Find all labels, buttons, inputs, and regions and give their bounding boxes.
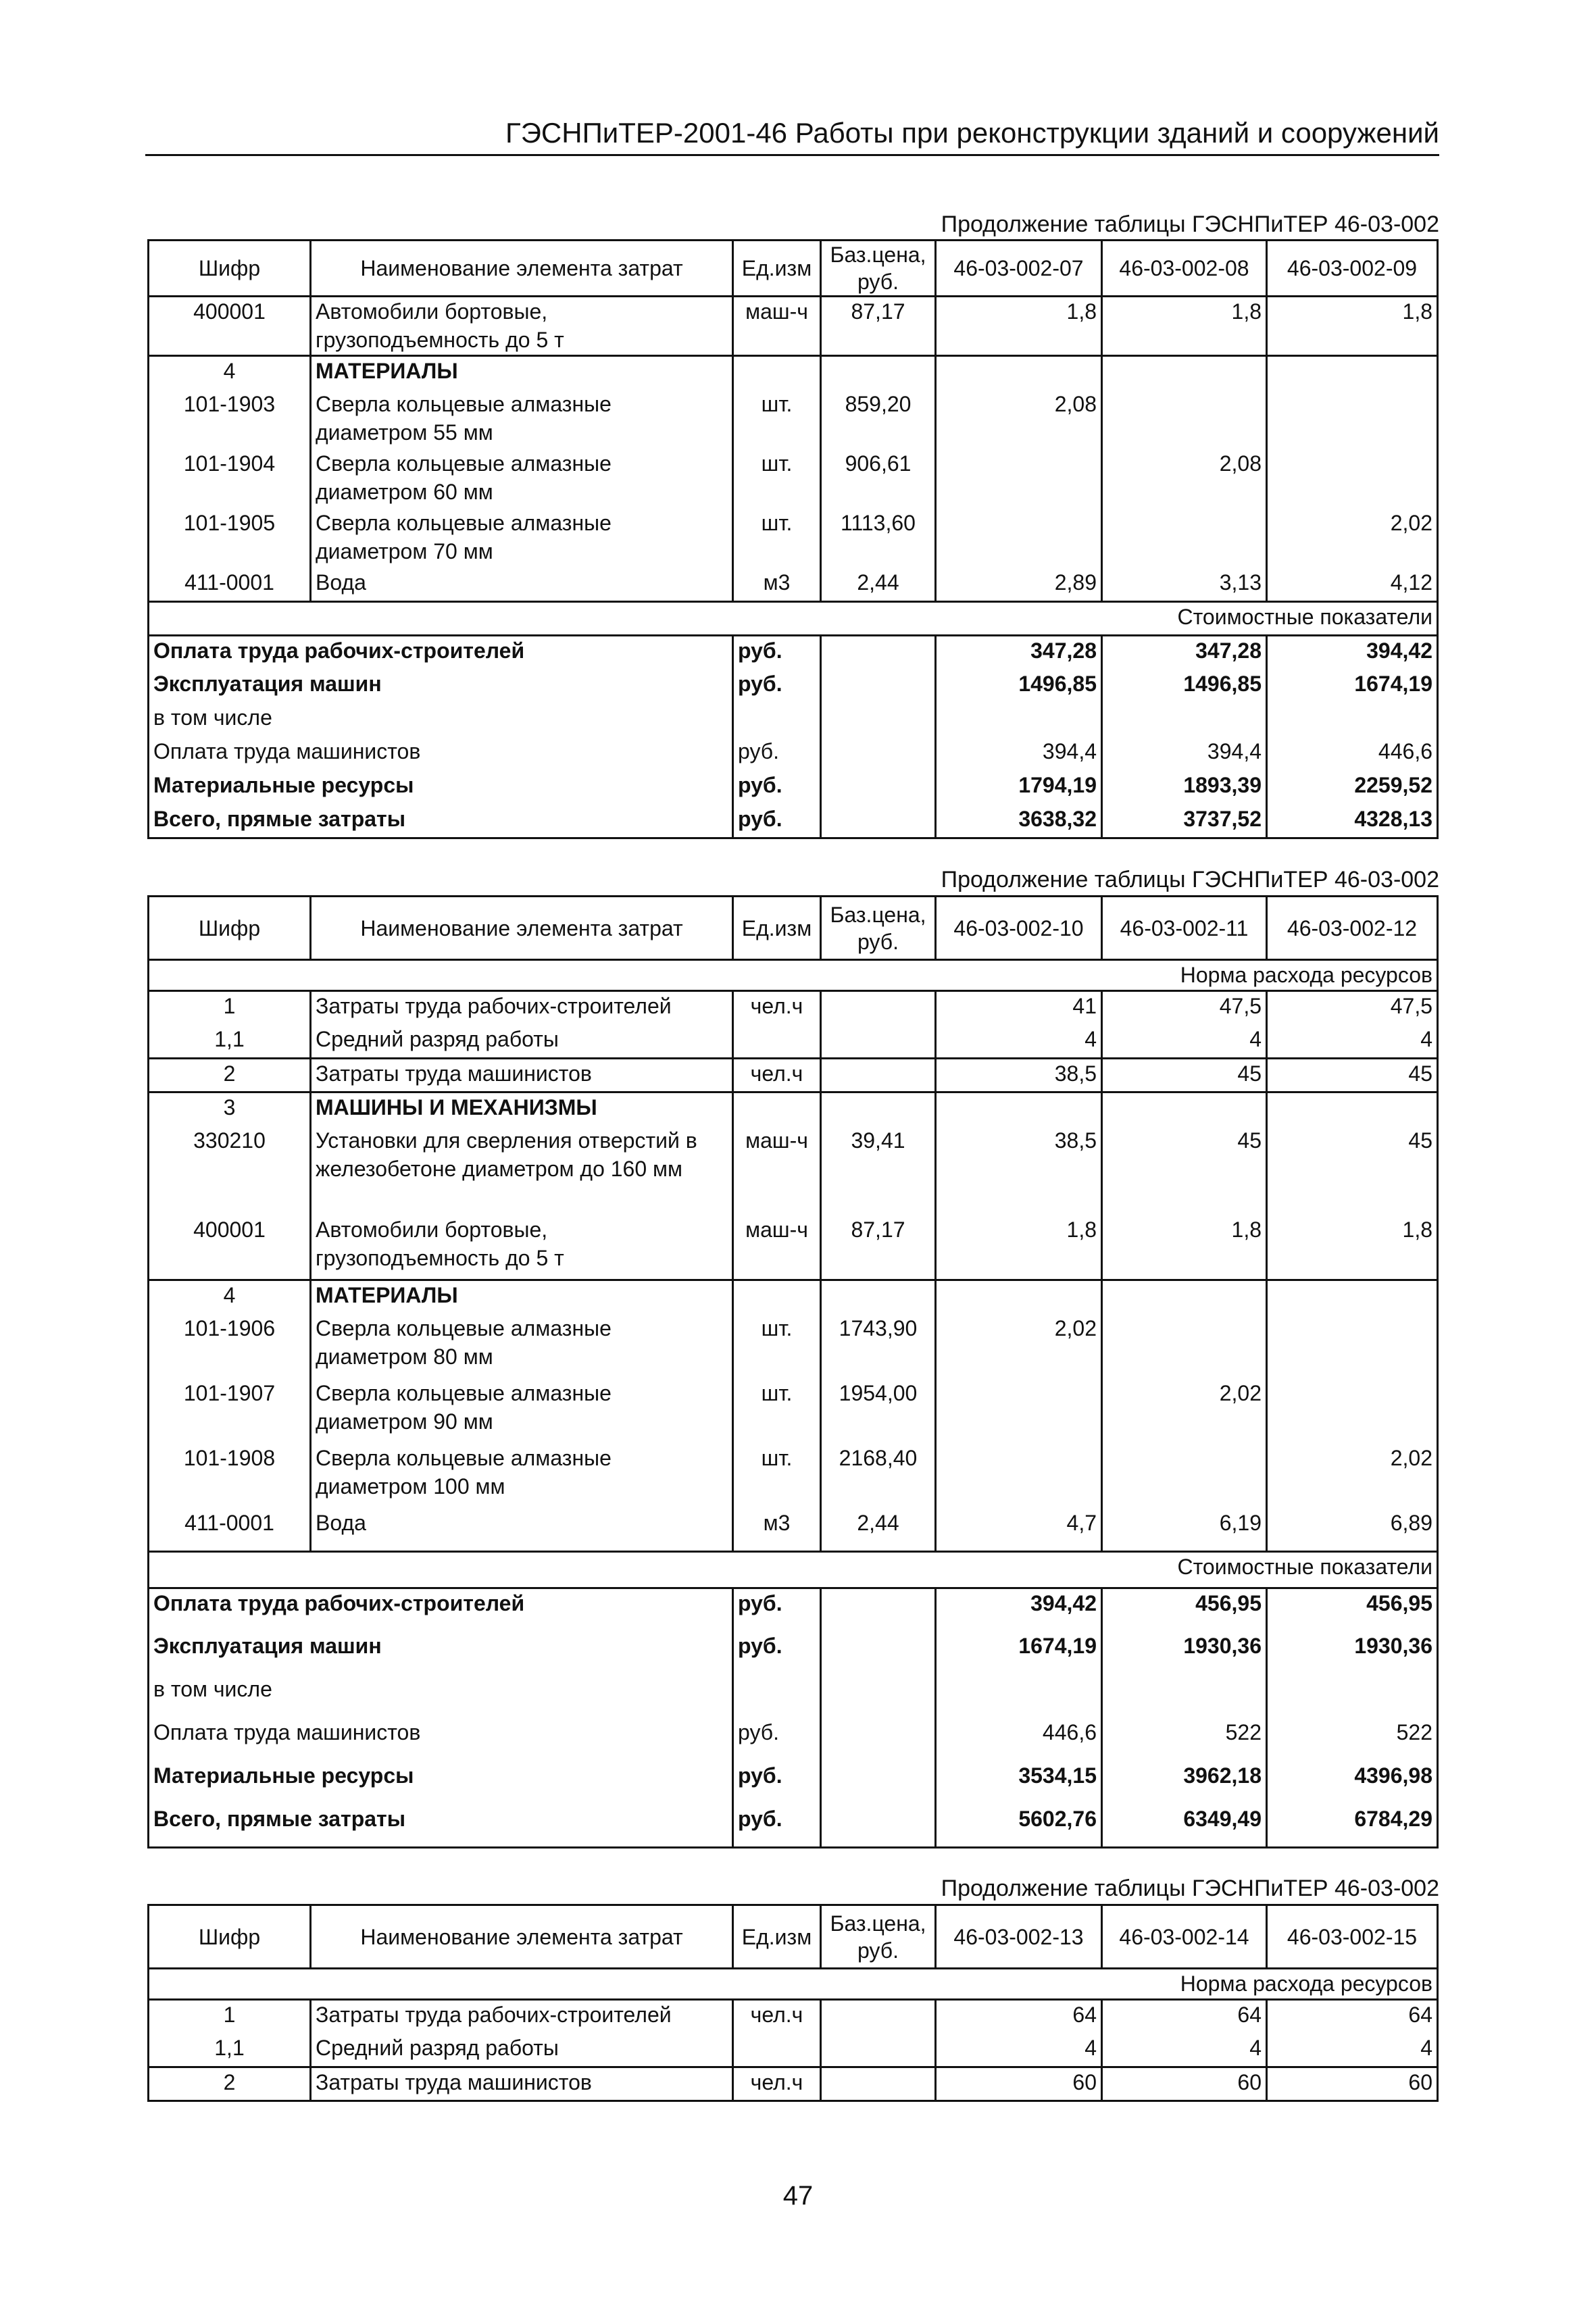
cell-name: Средний разряд работы (311, 1025, 733, 1059)
cell-price: 2168,40 (821, 1444, 936, 1509)
cell-value-2: 6,19 (1102, 1509, 1267, 1552)
resource-table-1 (147, 239, 1439, 839)
cell-unit (733, 1280, 821, 1314)
table-row (149, 1314, 1438, 1379)
cell-code: 400001 (149, 297, 311, 356)
header-name: Наименование элемента затрат (311, 241, 733, 297)
header-name: Наименование элемента затрат (311, 1905, 733, 1969)
cell-code: 2 (149, 1059, 311, 1092)
cost-value-3: 2259,52 (1267, 771, 1438, 805)
header-col-3: 46-03-002-12 (1267, 897, 1438, 960)
cell-code: 101-1906 (149, 1314, 311, 1379)
cell-price: 1113,60 (821, 509, 936, 568)
cost-name: Материальные ресурсы (149, 1761, 733, 1805)
cell-unit (733, 2034, 821, 2067)
cost-value-2: 1930,36 (1102, 1632, 1267, 1675)
table-row (149, 2034, 1438, 2067)
cell-value-2: 64 (1102, 2000, 1267, 2034)
cost-value-3 (1267, 703, 1438, 737)
cell-unit: чел.ч (733, 991, 821, 1025)
cost-name: Материальные ресурсы (149, 771, 733, 805)
cell-name: Сверла кольцевые алмазные диаметром 80 мм (311, 1314, 733, 1379)
cell-value-2 (1102, 1314, 1267, 1379)
cost-value-3: 394,42 (1267, 636, 1438, 670)
cost-value-2: 456,95 (1102, 1588, 1267, 1632)
table-row (149, 1379, 1438, 1444)
cost-value-3: 522 (1267, 1718, 1438, 1761)
table-row (149, 1280, 1438, 1314)
cell-price (821, 1280, 936, 1314)
cell-value-3 (1267, 449, 1438, 509)
cell-price (821, 1025, 936, 1059)
cell-price: 859,20 (821, 390, 936, 449)
cost-value-3: 4328,13 (1267, 805, 1438, 838)
cell-value-2 (1102, 1444, 1267, 1509)
cost-value-1: 446,6 (936, 1718, 1102, 1761)
section-label: Норма расхода ресурсов (149, 1969, 1438, 2000)
cell-code: 1 (149, 991, 311, 1025)
cell-value-2: 4 (1102, 1025, 1267, 1059)
cell-value-1: 4 (936, 2034, 1102, 2067)
header-unit: Ед.изм (733, 241, 821, 297)
header-col-1: 46-03-002-07 (936, 241, 1102, 297)
cell-value-1: 41 (936, 991, 1102, 1025)
cell-unit (733, 1025, 821, 1059)
header-unit: Ед.изм (733, 1905, 821, 1969)
cell-value-2: 1,8 (1102, 1215, 1267, 1280)
cell-value-3: 1,8 (1267, 1215, 1438, 1280)
table-row (149, 1092, 1438, 1126)
cell-code: 4 (149, 1280, 311, 1314)
cell-value-3: 60 (1267, 2067, 1438, 2101)
cell-unit (733, 356, 821, 390)
cell-value-2: 4 (1102, 2034, 1267, 2067)
cell-code: 400001 (149, 1215, 311, 1280)
cell-value-1: 38,5 (936, 1059, 1102, 1092)
header-col-1: 46-03-002-10 (936, 897, 1102, 960)
cell-value-3: 2,02 (1267, 1444, 1438, 1509)
cell-value-1 (936, 449, 1102, 509)
cell-price (821, 356, 936, 390)
cost-name: Всего, прямые затраты (149, 805, 733, 838)
cell-unit: шт. (733, 390, 821, 449)
cell-unit: шт. (733, 1314, 821, 1379)
cell-unit: чел.ч (733, 2067, 821, 2101)
cost-value-3: 4396,98 (1267, 1761, 1438, 1805)
cost-value-1: 1496,85 (936, 670, 1102, 703)
cell-unit: м3 (733, 1509, 821, 1552)
cost-name: в том числе (149, 1675, 733, 1718)
cell-unit: чел.ч (733, 1059, 821, 1092)
header-price: Баз.цена, руб. (821, 1905, 936, 1969)
cost-unit: руб. (733, 1718, 821, 1761)
page-header: ГЭСНПиТЕР-2001-46 Работы при реконструкции зданий и сооружений (505, 117, 1439, 149)
section-label: Стоимостные показатели (149, 1552, 1438, 1588)
cell-price: 906,61 (821, 449, 936, 509)
header-code: Шифр (149, 897, 311, 960)
resource-table-2 (147, 895, 1439, 1848)
cell-value-1: 2,89 (936, 568, 1102, 602)
cost-unit: руб. (733, 636, 821, 670)
table-row (149, 356, 1438, 390)
cost-value-2: 6349,49 (1102, 1805, 1267, 1848)
cost-row (149, 771, 1438, 805)
cost-value-2: 3962,18 (1102, 1761, 1267, 1805)
cell-value-3 (1267, 1314, 1438, 1379)
cell-value-1: 1,8 (936, 297, 1102, 356)
cell-value-2: 1,8 (1102, 297, 1267, 356)
table-caption: Продолжение таблицы ГЭСНПиТЕР 46-03-002 (941, 211, 1439, 237)
cost-value-3: 1674,19 (1267, 670, 1438, 703)
cost-value-1: 3638,32 (936, 805, 1102, 838)
header-col-1: 46-03-002-13 (936, 1905, 1102, 1969)
cell-name: Автомобили бортовые, грузоподъемность до 5 т (311, 297, 733, 356)
page-number: 47 (782, 2181, 814, 2211)
cost-value-2: 522 (1102, 1718, 1267, 1761)
cost-name: Оплата труда машинистов (149, 737, 733, 771)
cell-name: Средний разряд работы (311, 2034, 733, 2067)
cell-value-2: 2,08 (1102, 449, 1267, 509)
cell-unit: шт. (733, 1379, 821, 1444)
cost-value-2: 1496,85 (1102, 670, 1267, 703)
cell-name: МАТЕРИАЛЫ (311, 1280, 733, 1314)
cell-value-1: 1,8 (936, 1215, 1102, 1280)
cell-price: 1954,00 (821, 1379, 936, 1444)
cost-unit: руб. (733, 737, 821, 771)
cell-value-1: 4 (936, 1025, 1102, 1059)
cell-value-1: 2,02 (936, 1314, 1102, 1379)
cell-value-2: 47,5 (1102, 991, 1267, 1025)
cost-value-2: 3737,52 (1102, 805, 1267, 838)
cost-row (149, 805, 1438, 838)
cost-value-2 (1102, 1675, 1267, 1718)
cell-name: Вода (311, 568, 733, 602)
header-price: Баз.цена, руб. (821, 897, 936, 960)
cost-value-2: 394,4 (1102, 737, 1267, 771)
cell-price: 2,44 (821, 568, 936, 602)
cost-row (149, 703, 1438, 737)
cell-code: 101-1907 (149, 1379, 311, 1444)
header-divider (145, 154, 1439, 156)
cell-value-1 (936, 1379, 1102, 1444)
cost-unit (733, 1675, 821, 1718)
table-row (149, 568, 1438, 602)
cost-value-2: 1893,39 (1102, 771, 1267, 805)
cost-value-2: 347,28 (1102, 636, 1267, 670)
cost-name: Всего, прямые затраты (149, 1805, 733, 1848)
cell-value-3: 2,02 (1267, 509, 1438, 568)
cost-value-1: 5602,76 (936, 1805, 1102, 1848)
cell-value-3: 4 (1267, 1025, 1438, 1059)
cost-row (149, 636, 1438, 670)
table-row (149, 509, 1438, 568)
cell-name: Затраты труда машинистов (311, 1059, 733, 1092)
table-row (149, 1509, 1438, 1552)
header-col-2: 46-03-002-11 (1102, 897, 1267, 960)
cost-unit (733, 703, 821, 737)
cell-code: 3 (149, 1092, 311, 1126)
cost-value-1: 1674,19 (936, 1632, 1102, 1675)
cell-unit: шт. (733, 449, 821, 509)
table-row (149, 2000, 1438, 2034)
cell-value-3: 47,5 (1267, 991, 1438, 1025)
cost-row (149, 1632, 1438, 1675)
cell-value-1 (936, 1092, 1102, 1126)
cell-code: 4 (149, 356, 311, 390)
header-col-3: 46-03-002-09 (1267, 241, 1438, 297)
cell-price (821, 1092, 936, 1126)
cell-name: Сверла кольцевые алмазные диаметром 55 мм (311, 390, 733, 449)
cell-code: 101-1908 (149, 1444, 311, 1509)
table-row (149, 297, 1438, 356)
cell-value-3: 6,89 (1267, 1509, 1438, 1552)
cell-price (821, 2067, 936, 2101)
cell-code: 1,1 (149, 1025, 311, 1059)
cell-price (821, 2000, 936, 2034)
table-row (149, 1444, 1438, 1509)
cost-value-3: 446,6 (1267, 737, 1438, 771)
cell-code: 1 (149, 2000, 311, 2034)
cell-value-2 (1102, 390, 1267, 449)
cell-value-2: 2,02 (1102, 1379, 1267, 1444)
cell-value-1: 38,5 (936, 1126, 1102, 1215)
table-row (149, 2067, 1438, 2101)
cell-price: 87,17 (821, 297, 936, 356)
cell-value-3 (1267, 1379, 1438, 1444)
cell-value-1 (936, 356, 1102, 390)
cell-name: Вода (311, 1509, 733, 1552)
cell-value-2: 45 (1102, 1059, 1267, 1092)
cost-value-3: 456,95 (1267, 1588, 1438, 1632)
cost-name: Эксплуатация машин (149, 670, 733, 703)
cell-unit: маш-ч (733, 1126, 821, 1215)
cell-value-2 (1102, 356, 1267, 390)
cost-value-3: 1930,36 (1267, 1632, 1438, 1675)
cell-name: Сверла кольцевые алмазные диаметром 70 мм (311, 509, 733, 568)
header-col-3: 46-03-002-15 (1267, 1905, 1438, 1969)
cell-name: Установки для сверления отверстий в железобетоне диаметром до 160 мм (311, 1126, 733, 1215)
cell-value-1 (936, 1280, 1102, 1314)
cell-value-1: 64 (936, 2000, 1102, 2034)
header-col-2: 46-03-002-14 (1102, 1905, 1267, 1969)
cost-value-1: 394,4 (936, 737, 1102, 771)
header-col-2: 46-03-002-08 (1102, 241, 1267, 297)
cell-value-1: 60 (936, 2067, 1102, 2101)
cost-name: Эксплуатация машин (149, 1632, 733, 1675)
cell-code: 1,1 (149, 2034, 311, 2067)
table-row (149, 1215, 1438, 1280)
cell-value-2: 3,13 (1102, 568, 1267, 602)
cell-price: 39,41 (821, 1126, 936, 1215)
cell-code: 101-1904 (149, 449, 311, 509)
cost-name: Оплата труда рабочих-строителей (149, 636, 733, 670)
cost-value-1 (936, 703, 1102, 737)
cell-value-1 (936, 1444, 1102, 1509)
cell-name: Сверла кольцевые алмазные диаметром 90 мм (311, 1379, 733, 1444)
cell-value-3 (1267, 1092, 1438, 1126)
cell-unit: чел.ч (733, 2000, 821, 2034)
cost-unit: руб. (733, 1632, 821, 1675)
cost-value-1: 394,42 (936, 1588, 1102, 1632)
cell-value-3 (1267, 1280, 1438, 1314)
cell-value-2 (1102, 1280, 1267, 1314)
cost-value-3: 6784,29 (1267, 1805, 1438, 1848)
cell-unit (733, 1092, 821, 1126)
cell-name: Затраты труда машинистов (311, 2067, 733, 2101)
cell-price (821, 991, 936, 1025)
cell-name: Сверла кольцевые алмазные диаметром 60 мм (311, 449, 733, 509)
cell-price (821, 2034, 936, 2067)
table-caption: Продолжение таблицы ГЭСНПиТЕР 46-03-002 (941, 1876, 1439, 1901)
cost-row (149, 1588, 1438, 1632)
cell-name: МАТЕРИАЛЫ (311, 356, 733, 390)
header-code: Шифр (149, 1905, 311, 1969)
cell-name: Сверла кольцевые алмазные диаметром 100 мм (311, 1444, 733, 1509)
cost-value-1: 1794,19 (936, 771, 1102, 805)
cost-row (149, 1805, 1438, 1848)
table-row (149, 1025, 1438, 1059)
cell-value-1: 4,7 (936, 1509, 1102, 1552)
cell-unit: шт. (733, 509, 821, 568)
cell-price (821, 1059, 936, 1092)
cost-unit: руб. (733, 805, 821, 838)
cost-value-1: 3534,15 (936, 1761, 1102, 1805)
cell-code: 411-0001 (149, 568, 311, 602)
cell-value-3: 45 (1267, 1126, 1438, 1215)
table-row (149, 1059, 1438, 1092)
header-name: Наименование элемента затрат (311, 897, 733, 960)
cost-value-2 (1102, 703, 1267, 737)
cell-unit: маш-ч (733, 297, 821, 356)
cost-name: Оплата труда машинистов (149, 1718, 733, 1761)
cell-code: 101-1905 (149, 509, 311, 568)
cell-value-1: 2,08 (936, 390, 1102, 449)
cell-unit: шт. (733, 1444, 821, 1509)
header-code: Шифр (149, 241, 311, 297)
cell-value-3: 4,12 (1267, 568, 1438, 602)
table-row (149, 1126, 1438, 1215)
cell-name: Затраты труда рабочих-строителей (311, 991, 733, 1025)
cell-value-3: 45 (1267, 1059, 1438, 1092)
cell-value-3: 4 (1267, 2034, 1438, 2067)
table-row (149, 991, 1438, 1025)
cell-code: 101-1903 (149, 390, 311, 449)
cell-name: Автомобили бортовые, грузоподъемность до 5 т (311, 1215, 733, 1280)
cell-value-2 (1102, 1092, 1267, 1126)
cost-value-1 (936, 1675, 1102, 1718)
cost-row (149, 737, 1438, 771)
cell-value-1 (936, 509, 1102, 568)
cell-name: Затраты труда рабочих-строителей (311, 2000, 733, 2034)
cell-value-2: 45 (1102, 1126, 1267, 1215)
table-row (149, 449, 1438, 509)
table-caption: Продолжение таблицы ГЭСНПиТЕР 46-03-002 (941, 867, 1439, 892)
table-row (149, 390, 1438, 449)
cell-price: 87,17 (821, 1215, 936, 1280)
cell-price: 2,44 (821, 1509, 936, 1552)
cost-unit: руб. (733, 1805, 821, 1848)
cost-row (149, 1761, 1438, 1805)
cell-name: МАШИНЫ И МЕХАНИЗМЫ (311, 1092, 733, 1126)
cell-price: 1743,90 (821, 1314, 936, 1379)
section-label: Стоимостные показатели (149, 602, 1438, 636)
cost-unit: руб. (733, 1588, 821, 1632)
cell-unit: м3 (733, 568, 821, 602)
cell-code: 411-0001 (149, 1509, 311, 1552)
cost-unit: руб. (733, 771, 821, 805)
cost-row (149, 1675, 1438, 1718)
header-price: Баз.цена, руб. (821, 241, 936, 297)
cost-name: Оплата труда рабочих-строителей (149, 1588, 733, 1632)
cell-value-3 (1267, 390, 1438, 449)
cost-unit: руб. (733, 1761, 821, 1805)
resource-table-3 (147, 1904, 1439, 2102)
section-label: Норма расхода ресурсов (149, 960, 1438, 991)
cell-value-2: 60 (1102, 2067, 1267, 2101)
cell-code: 330210 (149, 1126, 311, 1215)
cell-value-3 (1267, 356, 1438, 390)
cost-row (149, 670, 1438, 703)
cell-value-3: 64 (1267, 2000, 1438, 2034)
cost-unit: руб. (733, 670, 821, 703)
header-unit: Ед.изм (733, 897, 821, 960)
cell-value-2 (1102, 509, 1267, 568)
cell-value-3: 1,8 (1267, 297, 1438, 356)
cost-value-3 (1267, 1675, 1438, 1718)
cell-unit: маш-ч (733, 1215, 821, 1280)
cost-row (149, 1718, 1438, 1761)
cost-name: в том числе (149, 703, 733, 737)
cell-code: 2 (149, 2067, 311, 2101)
cost-value-1: 347,28 (936, 636, 1102, 670)
